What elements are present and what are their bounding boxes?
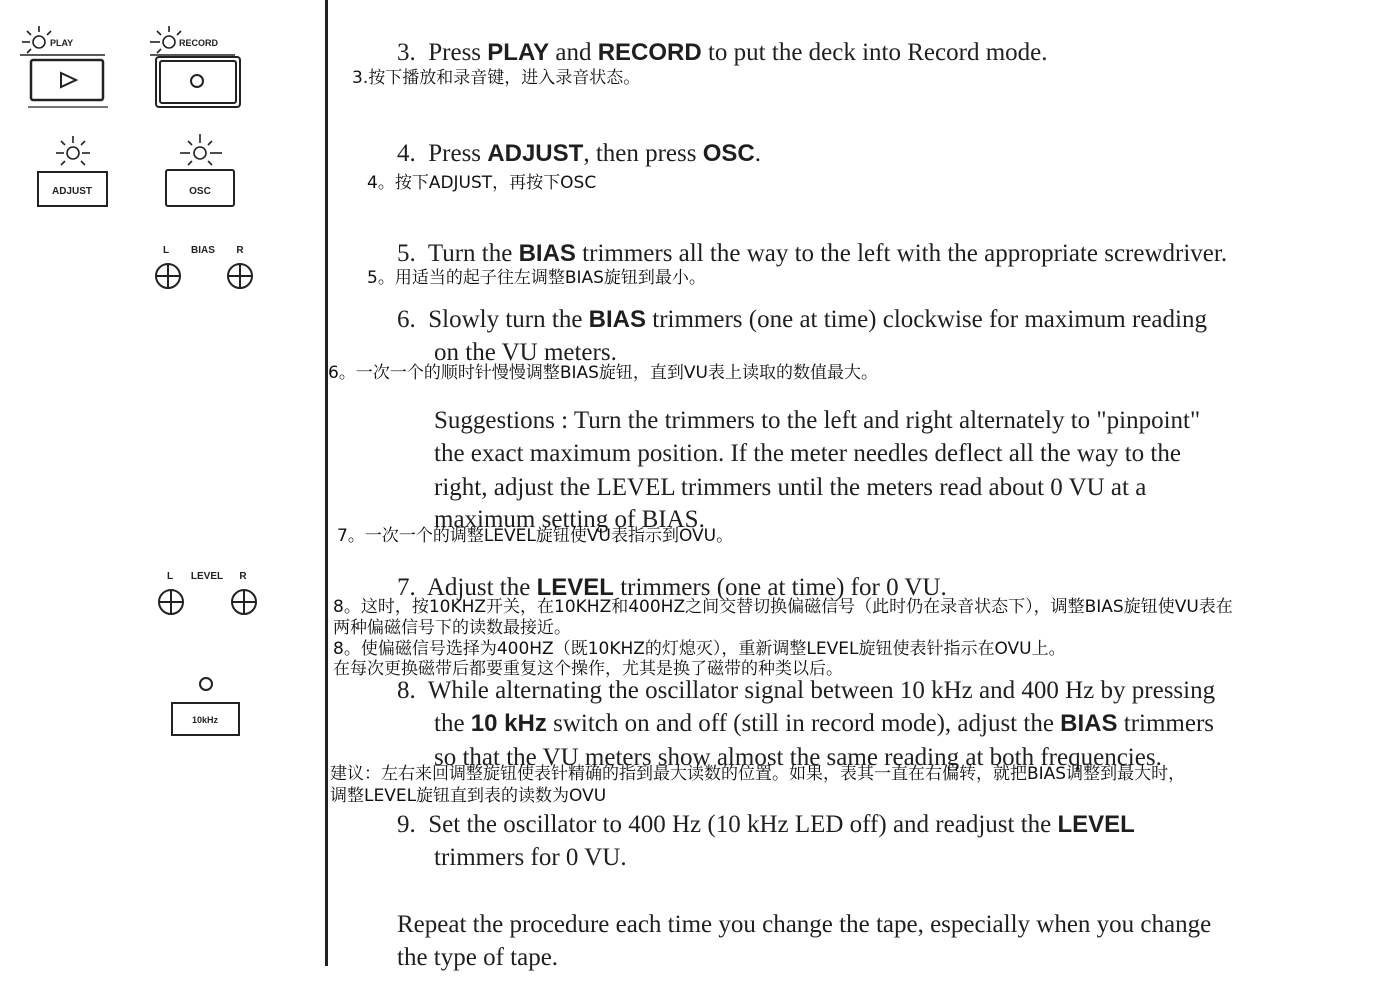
suggestion-zh: 7。一次一个的调整LEVEL旋钮使VU表指示到OVU。: [337, 526, 734, 546]
osc-label: OSC: [189, 186, 211, 197]
bias-label: BIAS: [191, 245, 215, 256]
step-4: 4. Press ADJUST, then press OSC.: [397, 140, 761, 167]
step-5-zh: 5。用适当的起子往左调整BIAS旋钮到最小。: [367, 268, 706, 288]
level-r-label: R: [239, 571, 247, 582]
step-6-line2: on the VU meters.: [434, 339, 617, 366]
step-4-zh: 4。按下ADJUST，再按下OSC: [367, 173, 597, 193]
osc-keyword: OSC: [702, 140, 755, 167]
step-9: 9. Set the oscillator to 400 Hz (10 kHz LED off) and readjust the LEVEL: [397, 811, 1135, 838]
repeat-note-line-2: the type of tape.: [397, 944, 559, 971]
suggestion-line-2: the exact maximum position. If the meter needles deflect all the way to the: [434, 440, 1181, 467]
record-icon: [191, 75, 203, 87]
repeat-note-line-1: Repeat the procedure each time you change the tape, especially when you change: [397, 911, 1212, 938]
illustration-panel: [0, 0, 320, 1004]
level-left-trimmer-icon[interactable]: [159, 590, 183, 614]
bias-right-trimmer-icon[interactable]: [228, 264, 252, 288]
bias-keyword-3: BIAS: [1060, 710, 1118, 737]
step-9-line2: trimmers for 0 VU.: [434, 844, 627, 871]
bias-left-trimmer-icon[interactable]: [156, 264, 180, 288]
level-label: LEVEL: [190, 571, 224, 582]
khz-keyword: 10 kHz: [470, 710, 547, 737]
step-8-line3: so that the VU meters show almost the same reading at both frequencies.: [434, 744, 1162, 771]
play-keyword: PLAY: [487, 39, 550, 66]
suggestion-line-1: Suggestions : Turn the trimmers to the left and right alternately to "pinpoint": [434, 407, 1201, 434]
adjust-label: ADJUST: [51, 186, 93, 197]
column-divider: [325, 0, 328, 966]
bias-keyword: BIAS: [518, 240, 576, 267]
play-icon: [61, 73, 76, 87]
adjust-keyword: ADJUST: [487, 140, 584, 167]
level-right-trimmer-icon[interactable]: [232, 590, 256, 614]
step-7-zh-3: 8。使偏磁信号选择为400HZ（既10KHZ的灯熄灭），重新调整LEVEL旋钮使表针指示在OVU上。: [333, 639, 1066, 659]
step-3-zh: 3.按下播放和录音键，进入录音状态。: [352, 68, 641, 88]
adjust-led-icon: [56, 136, 90, 165]
record-label: RECORD: [179, 38, 219, 48]
record-keyword: RECORD: [597, 39, 702, 66]
step-7-zh-2: 两种偏磁信号下的读数最接近。: [333, 618, 571, 638]
level-l-label: L: [166, 571, 174, 582]
step-6-zh: 6。一次一个的顺时针慢慢调整BIAS旋钮，直到VU表上读取的数值最大。: [328, 363, 878, 383]
play-led-icon: [22, 26, 51, 53]
bias-l-label: L: [162, 245, 170, 256]
level-keyword: LEVEL: [536, 574, 614, 601]
step-7: 7. Adjust the LEVEL trimmers (one at time) for 0 VU.: [397, 574, 947, 601]
play-label: PLAY: [50, 38, 74, 48]
step-7-zh-4: 在每次更换磁带后都要重复这个操作，尤其是换了磁带的种类以后。: [333, 659, 843, 679]
level-keyword-2: LEVEL: [1057, 811, 1135, 838]
osc-led-icon: [180, 134, 222, 165]
record-button[interactable]: [156, 57, 240, 107]
khz-label: 10kHz: [191, 715, 219, 725]
step-3: 3. Press PLAY and RECORD to put the deck into Record mode.: [397, 39, 1048, 66]
bias-r-label: R: [236, 245, 244, 256]
play-button[interactable]: [31, 60, 103, 100]
record-led-icon: [150, 26, 181, 53]
step-8-line2: the 10 kHz switch on and off (still in record mode), adjust the BIAS trimmers: [434, 710, 1215, 737]
step-6: 6. Slowly turn the BIAS trimmers (one at time) clockwise for maximum reading: [397, 306, 1207, 333]
step-8-zh-2: 调整LEVEL旋钮直到表的读数为OVU: [330, 786, 607, 806]
step-8-zh-1: 建议：左右来回调整旋钮使表针精确的指到最大读数的位置。如果，表其一直在右偏转，就把BIAS调整到最大时，: [330, 764, 1186, 784]
step-5: 5. Turn the BIAS trimmers all the way to the left with the appropriate screwdriver.: [397, 240, 1228, 267]
khz-led-icon: [200, 678, 212, 690]
step-8: 8. While alternating the oscillator signal between 10 kHz and 400 Hz by pressing: [397, 677, 1216, 704]
step-7-zh-1: 8。这时，按10KHZ开关，在10KHZ和400HZ之间交替切换偏磁信号（此时仍在录音状态下），调整BIAS旋钮使VU表在: [333, 597, 1233, 617]
suggestion-line-4: maximum setting of BIAS.: [434, 506, 705, 533]
suggestion-line-3: right, adjust the LEVEL trimmers until the meters read about 0 VU at a: [434, 474, 1147, 501]
bias-keyword-2: BIAS: [588, 306, 647, 333]
